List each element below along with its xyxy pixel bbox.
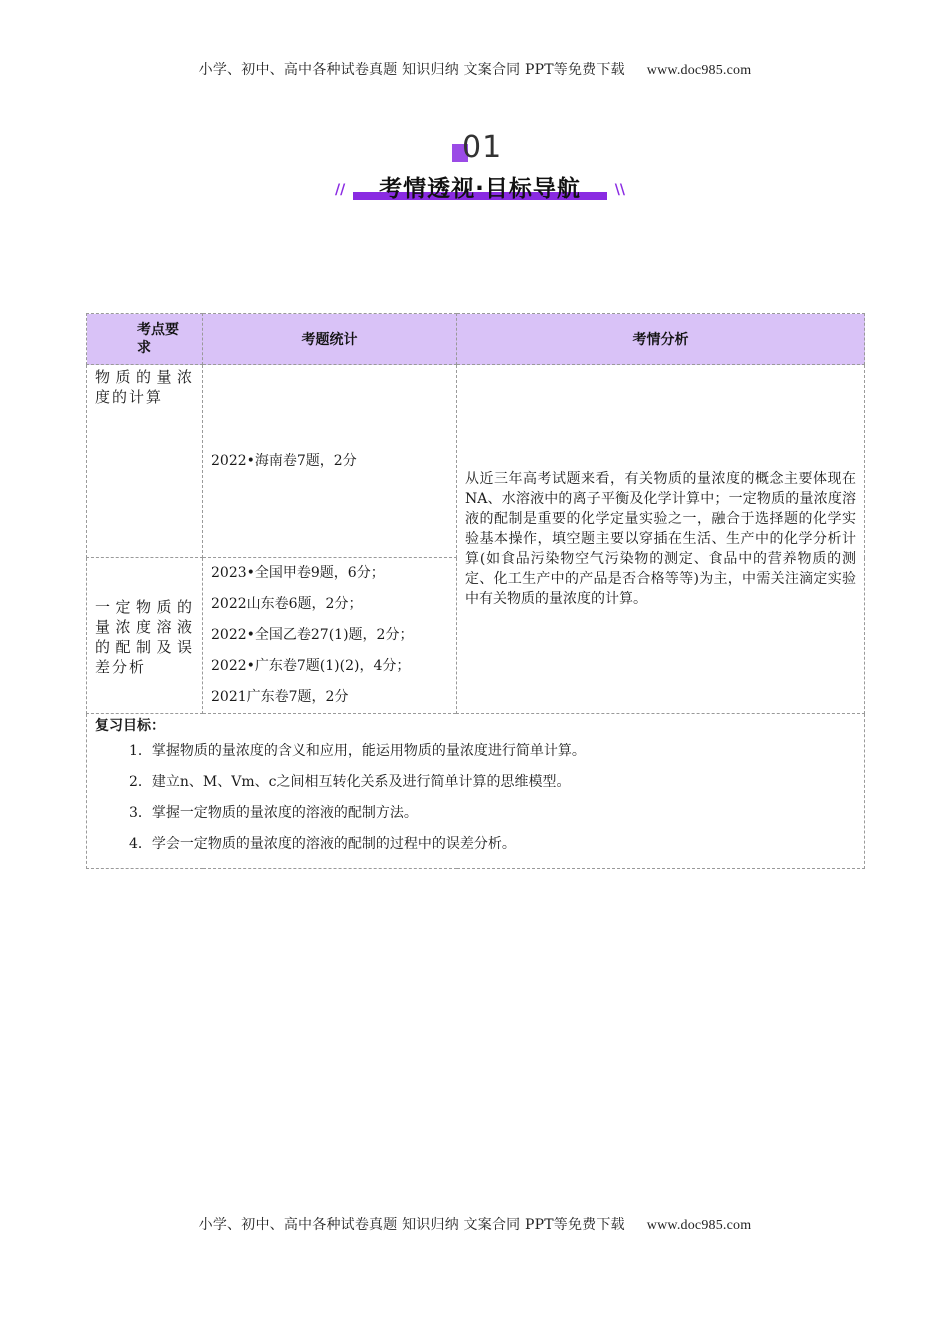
section-title-block xyxy=(335,170,625,204)
stat-line: 2022山东卷6题，2分； xyxy=(211,596,363,612)
stat-line: 2022•全国乙卷27(1)题，2分； xyxy=(211,627,414,643)
section-number: 01 xyxy=(462,130,503,165)
header-analysis: 考情分析 xyxy=(457,314,865,365)
page-header xyxy=(0,59,950,79)
goal-item: 2．建立n、M、Vm、c之间相互转化关系及进行简单计算的思维模型。 xyxy=(129,774,571,790)
header-point: 考点要求 xyxy=(87,314,203,365)
stat-line: 2022•海南卷7题，2分 xyxy=(211,452,357,469)
footer-url[interactable]: www.doc985.com xyxy=(646,1218,752,1233)
left-slash-decoration: // xyxy=(335,182,346,198)
analysis-cell: 从近三年高考试题来看，有关物质的量浓度的概念主要体现在NA、水溶液中的离子平衡及化学计算中；一定物质的量浓度溶液的配制是重要的化学定量实验之一，融合于选择题的化学实验基本操作，填空题主要以穿插在生活、生产中的化学分析计算(如食品污染物空气污染物的测定、食品中的营养物质的测定、化工生产中的产品是否合格等等)为主，中需关注滴定实验中有关物质的量浓度的计算。 xyxy=(457,365,865,714)
header-text: 小学、初中、高中各种试卷真题 知识归纳 文案合同 PPT等免费下载 xyxy=(198,62,625,78)
section-number-badge xyxy=(452,130,512,166)
row2-stats xyxy=(203,558,457,714)
stat-line: 2021广东卷7题，2分 xyxy=(211,689,349,705)
footer-text: 小学、初中、高中各种试卷真题 知识归纳 文案合同 PPT等免费下载 xyxy=(198,1217,625,1233)
goal-item: 3．掌握一定物质的量浓度的溶液的配制方法。 xyxy=(129,805,418,821)
header-url[interactable]: www.doc985.com xyxy=(646,63,752,78)
right-slash-decoration: \\ xyxy=(614,182,625,198)
goal-item: 1．掌握物质的量浓度的含义和应用，能运用物质的量浓度进行简单计算。 xyxy=(129,743,586,759)
row2-point: 一定物质的量浓度溶液的配制及误差分析 xyxy=(87,558,203,714)
table-row xyxy=(87,365,865,558)
goal-item: 4．学会一定物质的量浓度的溶液的配制的过程中的误差分析。 xyxy=(129,836,516,852)
goals-title: 复习目标： xyxy=(95,718,165,734)
goals-cell xyxy=(87,714,865,869)
stat-line: 2022•广东卷7题(1)(2)，4分； xyxy=(211,658,411,674)
table-header-row xyxy=(87,314,865,365)
exam-analysis-table xyxy=(86,313,865,869)
page-footer xyxy=(0,1214,950,1234)
row1-point: 物质的量浓度的计算 xyxy=(87,365,203,558)
stat-line: 2023•全国甲卷9题，6分； xyxy=(211,565,385,581)
goals-row xyxy=(87,714,865,869)
header-stats: 考题统计 xyxy=(203,314,457,365)
section-title: 考情透视·目标导航 xyxy=(379,176,581,202)
row1-stats xyxy=(203,365,457,558)
